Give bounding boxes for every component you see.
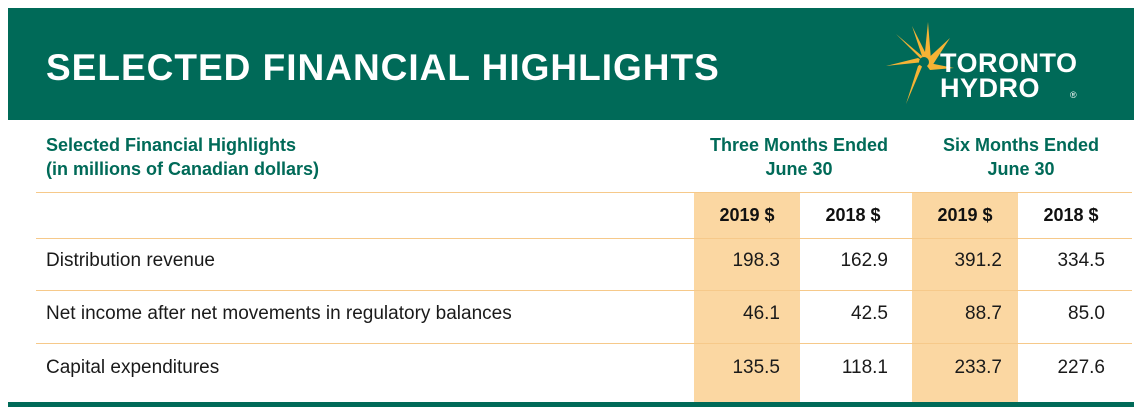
table-cell: 227.6 (1057, 357, 1105, 378)
year-header: 2018 $ (1043, 205, 1099, 225)
group-header-line-1: Six Months Ended (942, 135, 1099, 155)
row-label-distribution-revenue: Distribution revenue (46, 250, 215, 271)
year-header: 2019 $ (719, 205, 775, 225)
bottom-rule (8, 402, 1134, 407)
table-cell: 118.1 (841, 357, 888, 378)
table-cell: 88.7 (965, 303, 1002, 324)
row-label-capital-expenditures: Capital expenditures (46, 357, 220, 378)
table-cell: 233.7 (954, 357, 1002, 378)
table-cell: 42.5 (851, 303, 888, 324)
toronto-hydro-logo (884, 20, 1124, 116)
year-header: 2019 $ (937, 205, 993, 225)
table-cell: 85.0 (1068, 303, 1105, 324)
table-rule (36, 343, 1132, 344)
title-banner (8, 8, 1134, 120)
table-cell: 391.2 (954, 250, 1002, 271)
banner-title: SELECTED FINANCIAL HIGHLIGHTS (46, 47, 720, 88)
logo-line-2: HYDRO (940, 73, 1041, 103)
table-cell: 162.9 (840, 250, 888, 271)
table-heading-line-1: Selected Financial Highlights (46, 135, 297, 155)
row-label-net-income: Net income after net movements in regulatory balances (46, 303, 512, 324)
group-header-six-months (912, 133, 1130, 181)
table-cell: 46.1 (743, 303, 780, 324)
table-rule (36, 290, 1132, 291)
logo-wordmark (940, 48, 1078, 103)
group-header-line-2: June 30 (987, 159, 1055, 179)
table-heading (46, 133, 319, 181)
year-header: 2018 $ (825, 205, 881, 225)
table-rule (36, 192, 1132, 193)
table-cell: 334.5 (1057, 250, 1105, 271)
table-cell: 198.3 (732, 250, 780, 271)
table-cell: 135.5 (732, 357, 780, 378)
group-header-line-1: Three Months Ended (709, 135, 888, 155)
table-heading-line-2: (in millions of Canadian dollars) (46, 159, 320, 179)
logo-line-1: TORONTO (940, 48, 1078, 78)
logo-registered-mark: ® (1070, 90, 1077, 100)
group-header-line-2: June 30 (765, 159, 833, 179)
group-header-three-months (686, 133, 912, 181)
table-rule (36, 238, 1132, 239)
